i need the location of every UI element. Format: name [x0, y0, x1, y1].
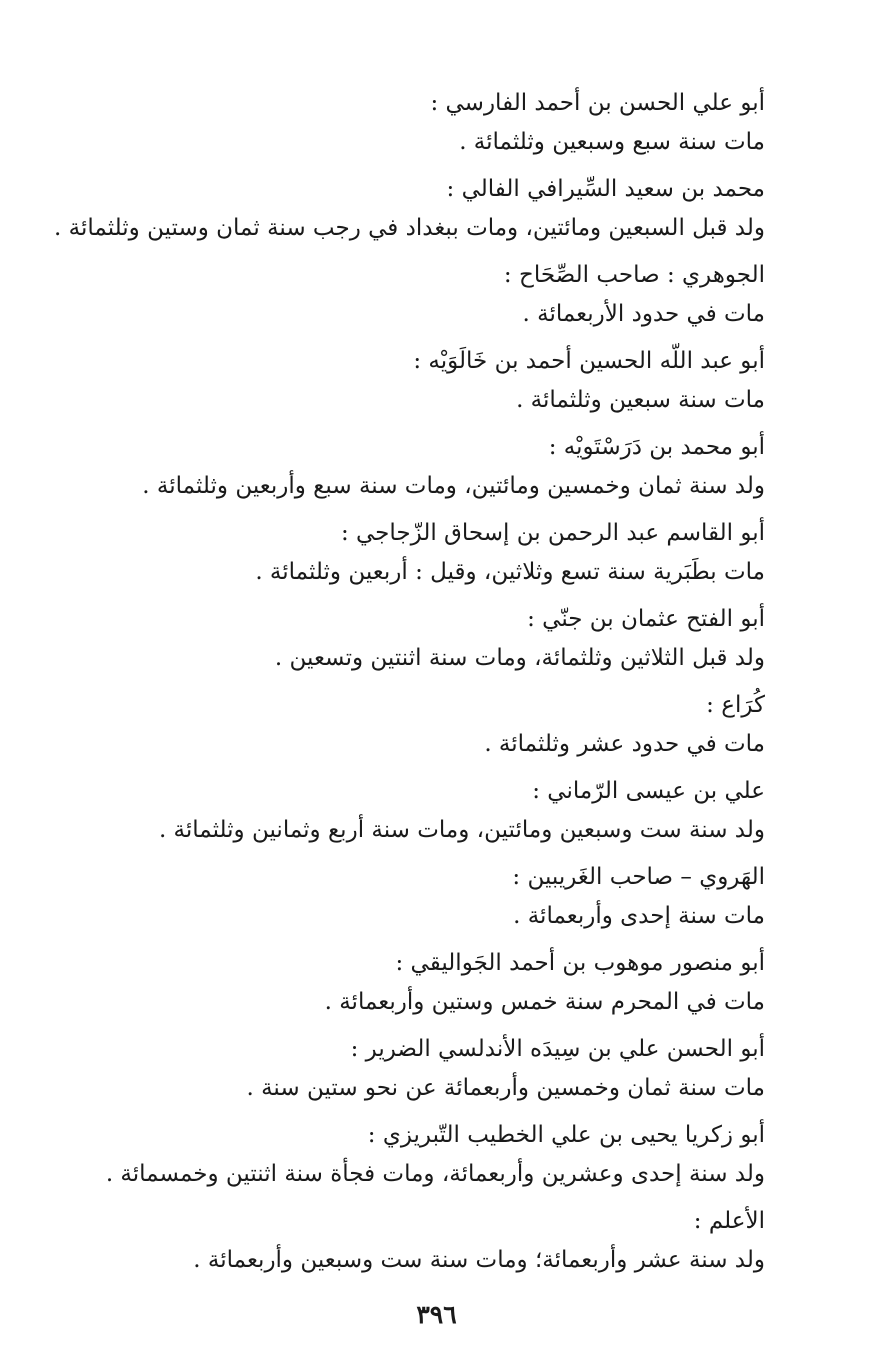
entry-2 — [54, 170, 765, 248]
entry-list — [54, 84, 765, 1288]
entry-text: مات سنة ثمان وخمسين وأربعمائة عن نحو ستين سنة . — [246, 1075, 765, 1101]
entry-name: أبو منصور موهوب بن أحمد الجَواليقي : — [395, 950, 765, 976]
entry-11 — [75, 944, 765, 1022]
entry-name: أبو عبد اللّه الحسين أحمد بن خَالَوَيْه : — [413, 348, 765, 374]
entry-13 — [75, 1116, 765, 1194]
entry-name: الهَروي – صاحب الغَريبين : — [512, 864, 765, 890]
entry-5 — [75, 428, 765, 506]
entry-text: ولد سنة ست وسبعين ومائتين، ومات سنة أربع وثمانين وثلثمائة . — [158, 817, 765, 843]
entry-name: أبو الحسن علي بن سِيدَه الأندلسي الضرير : — [350, 1036, 765, 1062]
entry-10 — [75, 858, 765, 936]
entry-name: أبو زكريا يحيى بن علي الخطيب التّبريزي : — [367, 1122, 765, 1148]
entry-9 — [75, 772, 765, 850]
entry-text: ولد سنة إحدى وعشرين وأربعمائة، ومات فجأة سنة اثنتين وخمسمائة . — [105, 1161, 765, 1187]
entry-name: الأعلم : — [693, 1208, 765, 1234]
entry-7 — [75, 600, 765, 678]
entry-text: مات سنة سبع وسبعين وثلثمائة . — [459, 129, 765, 155]
entry-name: أبو محمد بن دَرَسْتَويْه : — [548, 434, 765, 460]
entry-name: علي بن عيسى الرّماني : — [532, 778, 765, 804]
entry-text: ولد قبل السبعين ومائتين، ومات ببغداد في رجب سنة ثمان وستين وثلثمائة . — [54, 215, 765, 241]
entry-text: ولد سنة عشر وأربعمائة؛ ومات سنة ست وسبعين وأربعمائة . — [193, 1247, 765, 1273]
entry-12 — [75, 1030, 765, 1108]
entry-text: ولد قبل الثلاثين وثلثمائة، ومات سنة اثنتين وتسعين . — [274, 645, 765, 671]
entry-3 — [75, 256, 765, 334]
entry-text: مات في المحرم سنة خمس وستين وأربعمائة . — [324, 989, 765, 1015]
entry-text: مات في حدود عشر وثلثمائة . — [484, 731, 765, 757]
entry-name: الجوهري : صاحب الصِّحَاح : — [503, 262, 765, 288]
entry-name: أبو القاسم عبد الرحمن بن إسحاق الزّجاجي : — [340, 520, 765, 546]
entry-text: مات بطَبَرية سنة تسع وثلاثين، وقيل : أربعين وثلثمائة . — [255, 559, 765, 585]
entry-text: مات في حدود الأربعمائة . — [522, 301, 765, 327]
page-number: ٣٩٦ — [416, 1300, 457, 1329]
entry-1 — [75, 84, 765, 162]
entry-8 — [75, 686, 765, 764]
entry-4 — [75, 342, 765, 420]
entry-14 — [75, 1202, 765, 1280]
entry-text: مات سنة سبعين وثلثمائة . — [516, 387, 765, 413]
entry-text: مات سنة إحدى وأربعمائة . — [513, 903, 765, 929]
entry-name: كُرَاع : — [706, 692, 765, 718]
entry-name: أبو الفتح عثمان بن جنّي : — [527, 606, 765, 632]
entry-name: محمد بن سعيد السِّيرافي الفالي : — [446, 176, 765, 202]
entry-text: ولد سنة ثمان وخمسين ومائتين، ومات سنة سبع وأربعين وثلثمائة . — [142, 473, 765, 499]
entry-6 — [75, 514, 765, 592]
entry-name: أبو علي الحسن بن أحمد الفارسي : — [430, 90, 765, 116]
